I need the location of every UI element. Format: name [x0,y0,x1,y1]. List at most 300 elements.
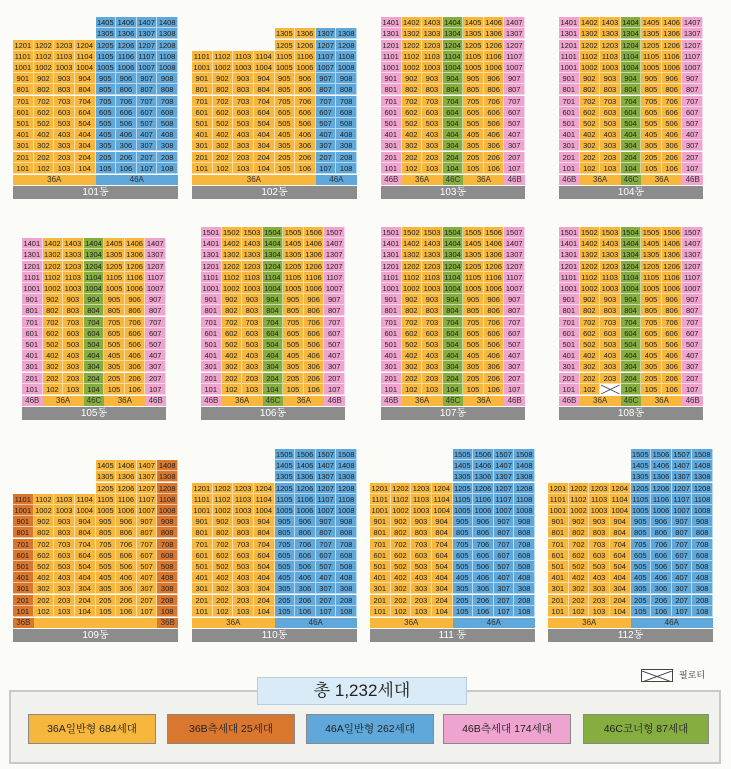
unit-cell: 905 [275,516,296,527]
unit-cell: 507 [137,561,158,572]
unit-cell: 207 [682,152,703,163]
unit-cell: 307 [137,140,158,151]
unit-cell: 203 [600,373,621,384]
unit-cell: 1102 [391,494,412,505]
unit-cell: 504 [75,561,96,572]
type-segment: 36A [463,175,504,185]
unit-cell: 1001 [548,505,569,516]
unit-cell: 805 [96,527,117,538]
unit-cell: 106 [651,606,672,617]
unit-cell: 1306 [662,249,683,260]
unit-cell: 808 [157,527,178,538]
unit-cell: 602 [43,328,64,339]
unit-cell: 701 [381,96,402,107]
unit-cell: 408 [336,572,357,583]
unit-cell: 807 [316,527,337,538]
unit-cell: 904 [254,73,275,84]
unit-cell: 404 [254,572,275,583]
unit-cell: 105 [631,606,652,617]
unit-cell: 602 [402,328,423,339]
unit-cell: 307 [682,140,703,151]
unit-cell: 807 [137,527,158,538]
unit-cell: 506 [125,339,146,350]
type-segment: 46A [316,175,357,185]
unit-cell: 805 [96,84,117,95]
unit-cell: 702 [402,96,423,107]
type-bar [559,396,703,406]
unit-cell: 707 [137,96,158,107]
unit-cell: 706 [662,96,683,107]
unit-cell: 1506 [295,449,316,460]
unit-cell: 1406 [662,238,683,249]
unit-cell: 603 [422,107,443,118]
unit-cell: 1202 [569,483,590,494]
unit-cell: 102 [402,384,423,395]
unit-cell: 305 [96,140,117,151]
unit-cell: 1302 [43,249,64,260]
unit-cell: 604 [621,107,642,118]
unit-cell: 206 [295,595,316,606]
unit-cell: 1104 [610,494,631,505]
unit-cell: 507 [316,118,337,129]
unit-cell: 505 [631,561,652,572]
unit-cell: 403 [54,572,75,583]
unit-cell: 1301 [381,249,402,260]
unit-cell: 1305 [104,249,125,260]
unit-cell: 106 [304,384,325,395]
unit-cell: 805 [641,305,662,316]
unit-cell: 304 [254,140,275,151]
unit-cell: 404 [254,129,275,140]
unit-cell: 301 [381,140,402,151]
unit-cell: 908 [514,516,535,527]
unit-cell: 103 [411,606,432,617]
unit-cell: 405 [104,350,125,361]
unit-cell: 905 [463,294,484,305]
unit-cell: 206 [484,152,505,163]
unit-cell: 1205 [631,483,652,494]
unit-cell: 904 [75,73,96,84]
unit-cell: 1103 [233,51,254,62]
unit-cell: 906 [116,516,137,527]
unit-cell: 304 [443,361,464,372]
type-segment: 46B [22,396,43,406]
unit-cell: 608 [514,550,535,561]
unit-cell: 601 [381,107,402,118]
unit-cell: 1407 [682,17,703,28]
unit-cell: 1201 [381,40,402,51]
unit-cell: 1301 [559,249,580,260]
unit-cell: 804 [432,527,453,538]
type-segment: 46A [631,618,714,628]
unit-cell: 1301 [381,28,402,39]
unit-cell: 1202 [34,40,55,51]
unit-cell: 304 [443,140,464,151]
unit-cell: 903 [589,516,610,527]
unit-cell: 103 [589,606,610,617]
unit-cell: 401 [381,129,402,140]
unit-cell: 1102 [580,272,601,283]
unit-cell: 507 [137,118,158,129]
unit-cell: 401 [192,129,213,140]
unit-cell: 206 [116,595,137,606]
unit-cell: 905 [96,516,117,527]
unit-cell: 801 [370,527,391,538]
unit-cell: 1006 [116,62,137,73]
unit-cell: 701 [13,539,34,550]
unit-cell: 808 [336,527,357,538]
unit-cell: 1405 [96,460,117,471]
unit-cell: 903 [233,73,254,84]
unit-cell: 602 [580,328,601,339]
unit-cell: 1207 [494,483,515,494]
unit-cell: 201 [381,152,402,163]
unit-cell: 706 [484,96,505,107]
unit-cell: 404 [432,572,453,583]
unit-cell: 1104 [443,51,464,62]
unit-cell: 902 [402,73,423,84]
unit-cell: 102 [222,384,243,395]
unit-cell: 605 [283,328,304,339]
unit-cell: 502 [569,561,590,572]
unit-cell: 1206 [304,261,325,272]
unit-cell: 707 [137,539,158,550]
unit-cell: 102 [34,606,55,617]
unit-cell: 705 [463,96,484,107]
unit-cell: 406 [116,572,137,583]
unit-cell: 1007 [137,505,158,516]
unit-cell: 503 [233,118,254,129]
unit-cell: 107 [504,384,525,395]
unit-cell: 908 [692,516,713,527]
unit-cell: 1405 [275,460,296,471]
unit-cell: 107 [504,163,525,174]
unit-cell: 301 [548,583,569,594]
unit-cell: 106 [125,384,146,395]
unit-cell: 1007 [682,62,703,73]
unit-cell: 1002 [402,283,423,294]
unit-cell: 207 [137,595,158,606]
unit-cell: 803 [422,84,443,95]
unit-cell: 708 [336,539,357,550]
unit-cell: 701 [192,96,213,107]
unit-cell: 901 [559,294,580,305]
unit-cell: 606 [116,107,137,118]
type-bar [370,618,535,628]
unit-cell: 1401 [201,238,222,249]
unit-cell: 105 [275,606,296,617]
unit-cell: 1204 [254,483,275,494]
unit-cell: 505 [283,339,304,350]
unit-cell: 402 [402,350,423,361]
unit-cell: 807 [504,305,525,316]
unit-cell: 704 [621,96,642,107]
unit-cell: 606 [662,328,683,339]
unit-cell: 1206 [295,40,316,51]
unit-cell: 203 [242,373,263,384]
unit-cell: 601 [192,550,213,561]
unit-cell: 503 [233,561,254,572]
unit-cell: 308 [514,583,535,594]
unit-cell: 601 [381,328,402,339]
unit-cell: 1105 [631,494,652,505]
type-segment: 46B [201,396,222,406]
unit-cell: 608 [692,550,713,561]
unit-cell: 407 [672,572,693,583]
unit-cell: 1202 [391,483,412,494]
unit-cell: 706 [662,317,683,328]
unit-cell: 801 [381,305,402,316]
unit-cell: 402 [391,572,412,583]
unit-cell: 601 [22,328,43,339]
unit-cell: 1208 [157,40,178,51]
unit-cell: 508 [336,118,357,129]
unit-cell: 702 [569,539,590,550]
unit-cell: 1307 [316,28,337,39]
unit-cell: 704 [84,317,105,328]
unit-cell: 1204 [75,40,96,51]
unit-cell: 1106 [304,272,325,283]
unit-cell: 1308 [336,28,357,39]
unit-cell: 1102 [213,51,234,62]
unit-cell: 206 [304,373,325,384]
unit-cell: 103 [422,163,443,174]
unit-cell: 302 [580,140,601,151]
unit-cell: 403 [600,350,621,361]
type-segment: 36A [222,396,263,406]
unit-cell: 702 [222,317,243,328]
unit-cell: 305 [463,140,484,151]
unit-cell: 504 [443,339,464,350]
unit-cell: 1307 [672,471,693,482]
unit-cell: 1401 [559,17,580,28]
unit-cell: 706 [651,539,672,550]
unit-cell: 402 [569,572,590,583]
unit-cell: 1105 [275,51,296,62]
unit-cell: 602 [402,107,423,118]
unit-cell: 1106 [116,494,137,505]
unit-cell: 505 [641,118,662,129]
unit-cell: 104 [75,163,96,174]
unit-cell: 205 [463,152,484,163]
unit-cell: 204 [443,373,464,384]
unit-cell: 1107 [672,494,693,505]
unit-cell: 201 [548,595,569,606]
unit-cell: 1501 [559,227,580,238]
unit-cell: 507 [672,561,693,572]
unit-cell: 804 [263,305,284,316]
unit-cell: 1104 [254,51,275,62]
unit-cell: 907 [316,516,337,527]
unit-cell: 408 [336,129,357,140]
unit-cell: 1303 [600,28,621,39]
unit-cell: 1104 [621,272,642,283]
unit-cell: 106 [295,163,316,174]
unit-cell: 1505 [631,449,652,460]
unit-cell: 1306 [473,471,494,482]
unit-cell: 1507 [316,449,337,460]
unit-cell: 1307 [504,28,525,39]
unit-cell: 1303 [422,28,443,39]
unit-cell: 1004 [610,505,631,516]
unit-cell: 1305 [283,249,304,260]
unit-cell: 1002 [43,283,64,294]
building-name: 102동 [192,186,357,199]
unit-cell: 805 [104,305,125,316]
unit-cell: 903 [600,73,621,84]
unit-cell: 1202 [213,483,234,494]
unit-cell: 1206 [116,483,137,494]
unit-cell: 605 [275,550,296,561]
unit-cell: 1406 [484,17,505,28]
unit-cell: 1306 [116,471,137,482]
unit-cell: 906 [484,73,505,84]
unit-cell: 102 [213,163,234,174]
unit-cell: 104 [254,606,275,617]
unit-cell: 804 [254,84,275,95]
unit-cell: 1004 [75,62,96,73]
unit-cell: 602 [580,107,601,118]
unit-cell: 102 [402,163,423,174]
unit-cell: 502 [213,118,234,129]
unit-cell: 902 [213,516,234,527]
unit-cell: 1107 [316,494,337,505]
unit-cell: 1002 [580,283,601,294]
unit-cell: 802 [213,84,234,95]
unit-cell: 803 [411,527,432,538]
unit-cell: 1206 [662,261,683,272]
unit-cell: 1405 [641,17,662,28]
unit-cell: 1305 [96,471,117,482]
unit-cell: 802 [402,305,423,316]
unit-cell: 305 [463,361,484,372]
unit-cell: 1304 [443,249,464,260]
unit-cell: 1506 [304,227,325,238]
unit-cell: 304 [75,140,96,151]
unit-cell: 1001 [22,283,43,294]
unit-cell: 608 [157,107,178,118]
unit-cell: 904 [263,294,284,305]
unit-cell: 706 [484,317,505,328]
unit-cell: 1204 [621,261,642,272]
unit-cell: 302 [213,583,234,594]
unit-cell: 1006 [295,505,316,516]
unit-cell: 306 [484,140,505,151]
unit-cell: 602 [391,550,412,561]
unit-cell: 804 [610,527,631,538]
unit-cell: 1208 [692,483,713,494]
unit-cell: 1001 [370,505,391,516]
unit-cell: 1207 [682,261,703,272]
unit-cell: 504 [432,561,453,572]
type-bar [201,396,345,406]
unit-cell: 1207 [145,261,166,272]
unit-cell: 506 [651,561,672,572]
unit-cell: 508 [514,561,535,572]
unit-cell: 1206 [295,483,316,494]
unit-cell: 205 [641,373,662,384]
unit-cell: 902 [43,294,64,305]
unit-cell: 1505 [641,227,662,238]
unit-cell: 806 [116,527,137,538]
type-bar [13,618,178,628]
unit-cell: 606 [473,550,494,561]
unit-cell: 104 [263,384,284,395]
unit-cell: 504 [84,339,105,350]
unit-cell: 1005 [453,505,474,516]
unit-cell: 205 [96,152,117,163]
unit-cell: 1104 [254,494,275,505]
type-segment: 36A [580,175,621,185]
unit-cell: 603 [600,328,621,339]
type-segment: 46B [504,396,525,406]
unit-cell: 905 [275,73,296,84]
unit-cell: 1507 [324,227,345,238]
building-name: 109동 [13,629,178,642]
unit-cell: 905 [104,294,125,305]
unit-cell: 707 [504,96,525,107]
unit-cell: 704 [75,539,96,550]
type-bar [22,396,166,406]
unit-cell: 1408 [336,460,357,471]
unit-cell: 205 [283,373,304,384]
unit-cell: 1304 [84,249,105,260]
unit-cell: 706 [116,539,137,550]
unit-cell: 701 [381,317,402,328]
unit-cell: 702 [34,539,55,550]
unit-cell: 505 [463,118,484,129]
unit-cell: 708 [692,539,713,550]
unit-cell: 206 [651,595,672,606]
unit-cell: 601 [13,550,34,561]
unit-cell: 601 [192,107,213,118]
unit-cell: 1007 [316,62,337,73]
unit-cell: 1004 [443,62,464,73]
unit-cell: 1407 [504,17,525,28]
unit-cell: 401 [381,350,402,361]
unit-cell: 703 [589,539,610,550]
unit-cell: 201 [559,373,580,384]
unit-cell: 1402 [43,238,64,249]
unit-cell: 808 [336,84,357,95]
unit-cell: 1103 [54,51,75,62]
unit-cell: 902 [213,73,234,84]
unit-cell: 1001 [192,62,213,73]
building-name: 107동 [381,407,525,420]
unit-cell: 403 [233,129,254,140]
unit-cell: 405 [641,350,662,361]
unit-cell: 404 [263,350,284,361]
unit-cell: 1007 [504,62,525,73]
unit-cell: 901 [548,516,569,527]
unit-cell: 502 [391,561,412,572]
unit-cell: 1006 [125,283,146,294]
unit-cell: 1005 [283,283,304,294]
unit-cell: 507 [145,339,166,350]
unit-cell: 102 [391,606,412,617]
unit-cell: 107 [316,606,337,617]
unit-cell: 506 [295,118,316,129]
unit-cell: 1207 [504,40,525,51]
unit-cell: 605 [463,107,484,118]
unit-cell: 707 [324,317,345,328]
unit-cell: 1008 [692,505,713,516]
unit-cell: 1406 [116,460,137,471]
unit-cell: 1003 [54,62,75,73]
unit-cell: 1307 [137,28,158,39]
unit-cell: 705 [96,96,117,107]
unit-cell: 404 [621,350,642,361]
